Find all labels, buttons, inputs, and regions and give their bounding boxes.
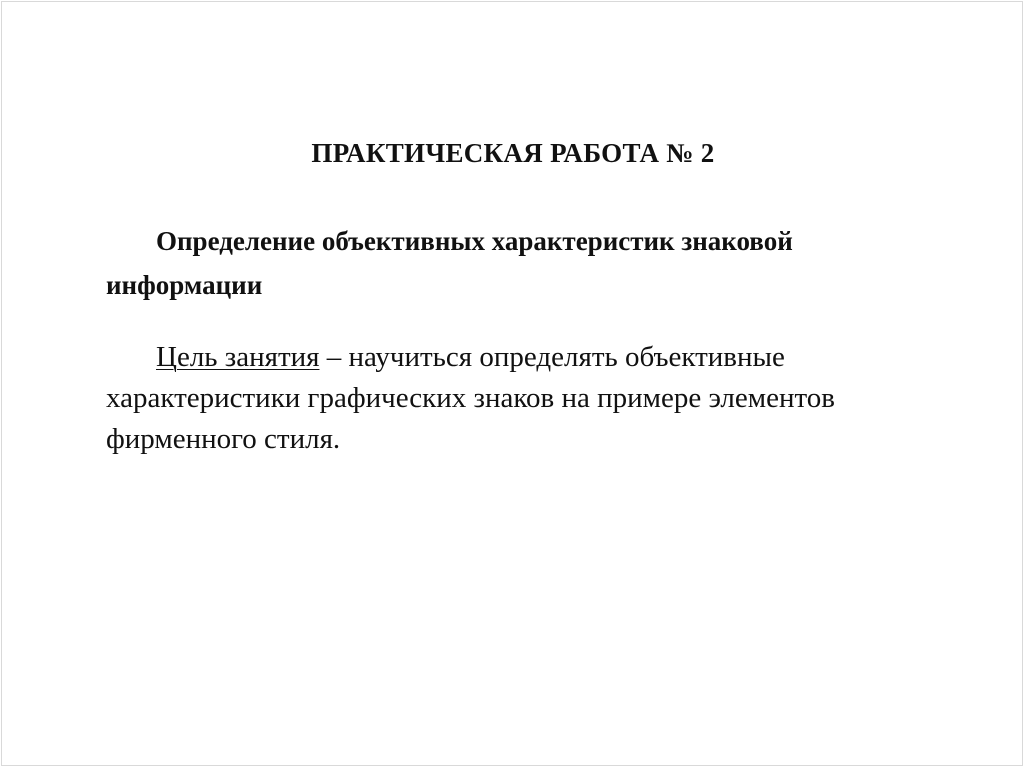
slide-title: ПРАКТИЧЕСКАЯ РАБОТА № 2 bbox=[311, 138, 715, 168]
goal-label: Цель занятия bbox=[156, 341, 320, 373]
slide bbox=[1, 1, 1023, 766]
goal-paragraph bbox=[106, 337, 926, 460]
goal-text: – научиться определять объективные характеристики графических знаков на примере элементов фирменного стиля. bbox=[106, 341, 835, 455]
slide-subtitle: Определение объективных характеристик знаковой информации bbox=[106, 226, 793, 300]
